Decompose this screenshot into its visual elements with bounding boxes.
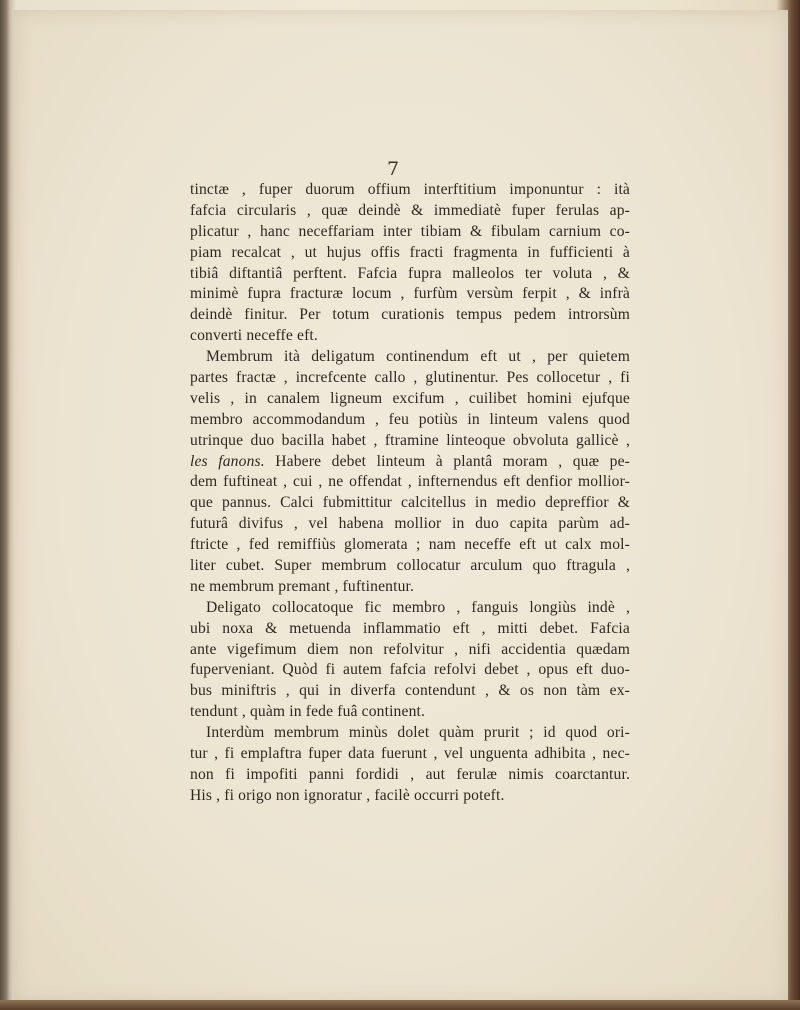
text-line: tur , fi emplaftra fuper data fuerunt , vel unguenta adhibita , nec- <box>190 745 630 763</box>
text-line: membro accommodandum , feu potiùs in linteum valens quod <box>190 410 630 428</box>
text-line: utrinque duo bacilla habet , ftramine linteoque obvoluta gallicè , <box>190 431 630 449</box>
text-line: Deligato collocatoque fic membro , fanguis longiùs indè , <box>206 598 630 616</box>
text-line: liter cubet. Super membrum collocatur arculum quo ftragula , <box>190 557 630 575</box>
text-line: ubi noxa & metuenda inflammatio eft , mitti debet. Fafcia <box>190 619 630 637</box>
text-line: plicatur , hanc neceffariam inter tibiam & fibulam carnium co- <box>190 222 630 240</box>
text-line: minimè fupra fracturæ locum , furfùm versùm ferpit , & infrà <box>190 285 630 303</box>
text-line: converti neceffe eft. <box>190 327 318 345</box>
text-line: piam recalcat , ut hujus offis fracti fragmenta in fufficienti à <box>190 243 630 261</box>
text-line: tinctæ , fuper duorum offium interftitium imponuntur : ità <box>190 181 630 198</box>
text-line: tendunt , quàm in fede fuâ continent. <box>190 703 426 721</box>
text-line: Interdùm membrum minùs dolet quàm prurit ; id quod ori- <box>206 724 630 742</box>
text-line: dem fuftineat , cui , ne offendat , infternendus eft denfior mollior- <box>190 473 630 491</box>
text-line: partes fractæ , increfcente callo , glutinentur. Pes collocetur , fi <box>190 369 630 387</box>
text-line: His , fi origo non ignoratur , facilè occurri poteft. <box>190 786 505 804</box>
page-bottom-edge <box>0 1000 800 1010</box>
text-line: ne membrum premant , fuftinentur. <box>190 577 415 595</box>
text-line: tibiâ diftantiâ perftent. Fafcia fupra malleolos ter voluta , & <box>190 264 630 282</box>
text-line: fafcia circularis , quæ deindè & immediatè fuper ferulas ap- <box>190 201 630 219</box>
text-line: deindè finitur. Per totum curationis tempus pedem introrsùm <box>190 306 630 324</box>
text-line: bus miniftris , qui in diverfa contendunt , & os non tàm ex- <box>190 682 630 700</box>
text-line: ante vigefimum diem non refolvitur , nifi accidentia quædam <box>190 640 630 658</box>
page-number: 7 <box>387 158 400 180</box>
text-line: que pannus. Calci fubmittitur calcitellus in medio depreffior & <box>190 494 630 512</box>
text-line: futurâ divifus , vel habena mollior in duo capita parùm ad- <box>190 515 630 533</box>
body-text <box>190 180 630 807</box>
text-line: velis , in canalem ligneum excifum , cuilibet homini ejufque <box>190 389 630 407</box>
text-line: ftricte , fed remiffiùs glomerata ; nam neceffe eft ut calx mol- <box>190 536 630 554</box>
text-line: fuperveniant. Quòd fi autem fafcia refolvi debet , opus eft duo- <box>190 661 630 679</box>
text-line: les fanons. Habere debet linteum à plantâ moram , quæ pe- <box>190 452 630 470</box>
text-line: non fi impofiti panni fordidi , aut ferulæ nimis coarctantur. <box>190 765 630 783</box>
text-line: Membrum ità deligatum continendum eft ut , per quietem <box>206 348 630 366</box>
